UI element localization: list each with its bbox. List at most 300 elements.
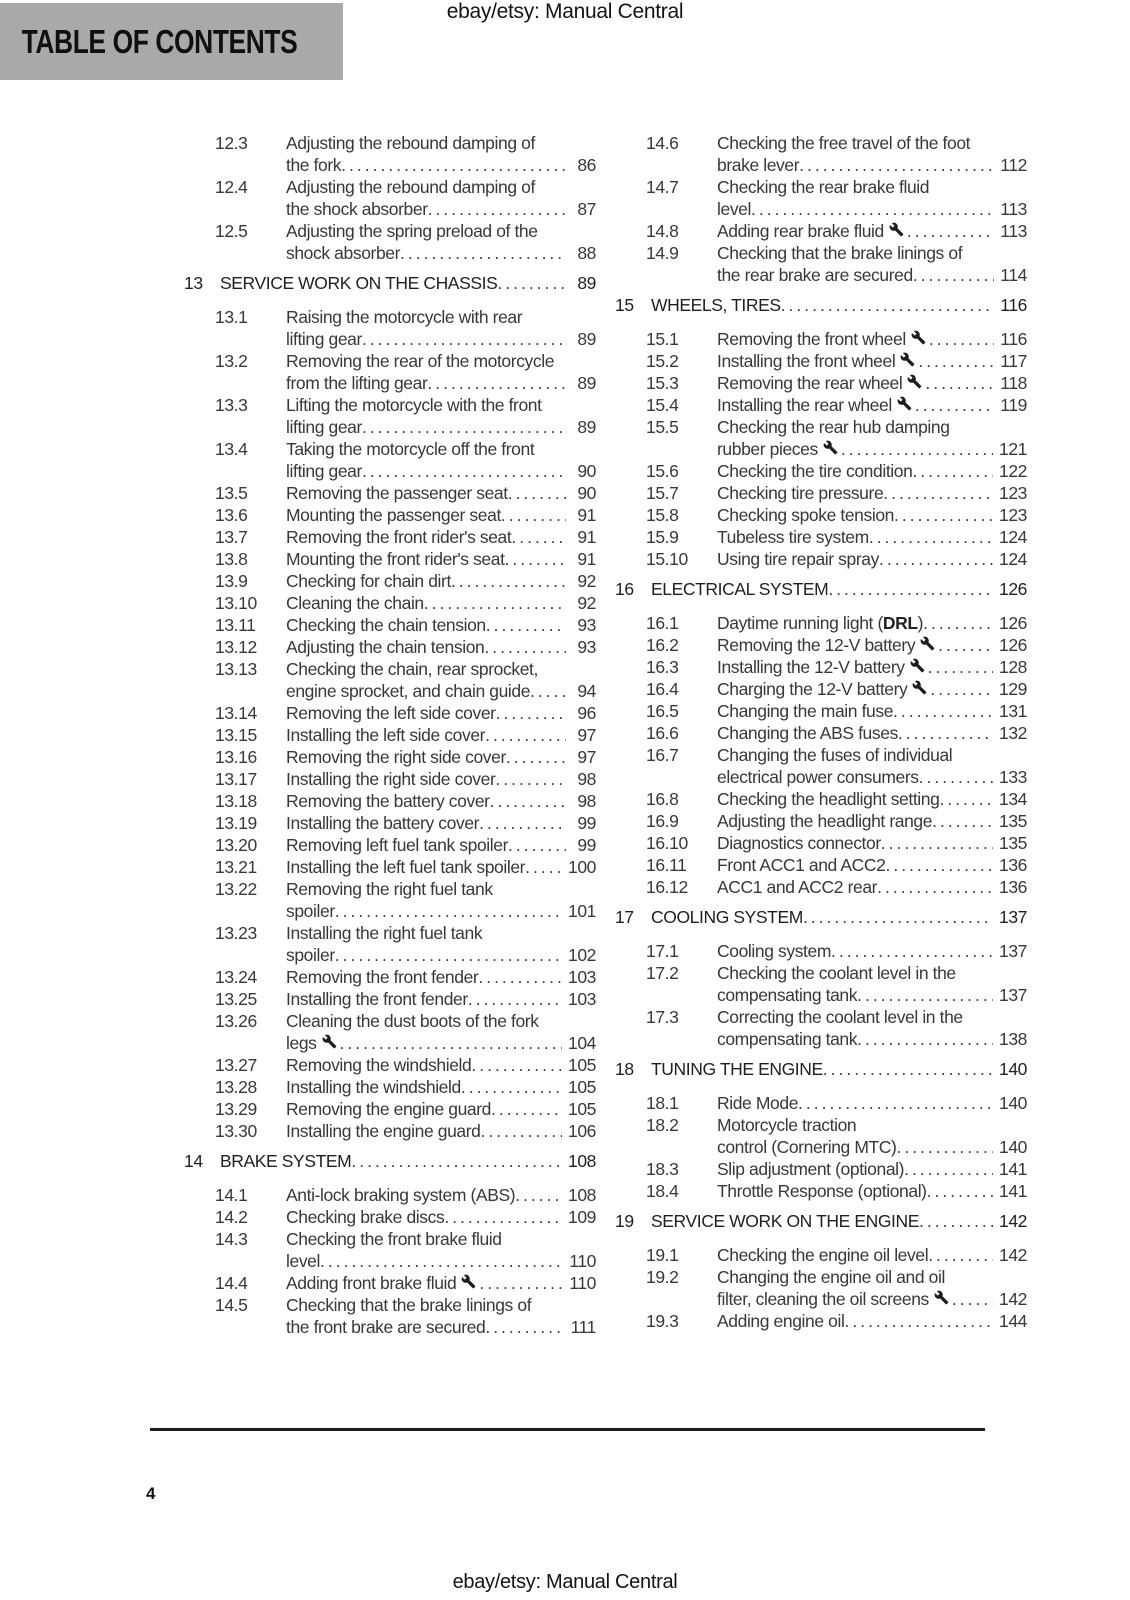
dot-leader (428, 198, 566, 220)
toc-entry-last-line (286, 900, 596, 922)
toc-entry-number: 13.19 (215, 813, 257, 833)
toc-entry-number: 15.7 (646, 483, 679, 503)
toc-entry (615, 810, 1027, 832)
toc-entry-number: 16.2 (646, 635, 679, 655)
toc-entry (615, 940, 1027, 962)
dot-leader (362, 416, 566, 438)
toc-entry (615, 656, 1027, 678)
dot-leader (478, 966, 562, 988)
dot-leader (479, 812, 566, 834)
toc-entry-number: 14.4 (215, 1273, 248, 1293)
toc-entry-last-line (717, 220, 1027, 242)
toc-entry (615, 1244, 1027, 1266)
toc-entry-number: 16.9 (646, 811, 679, 831)
dot-leader (828, 578, 993, 600)
toc-entry-last-line (717, 328, 1027, 350)
toc-entry-number: 16.12 (646, 877, 688, 897)
toc-entry (184, 306, 596, 350)
toc-entry (184, 570, 596, 592)
toc-entry (184, 834, 596, 856)
toc-entry-title-line: electrical power consumers (717, 767, 919, 787)
toc-entry (184, 592, 596, 614)
toc-entry-body (286, 482, 596, 504)
toc-entry-title-line: Throttle Response (optional) (717, 1181, 927, 1201)
toc-entry-last-line (717, 984, 1027, 1006)
toc-entry-body (286, 1098, 596, 1120)
toc-entry-title-line: Removing the passenger seat (286, 483, 508, 503)
dot-leader (952, 1288, 993, 1310)
toc-entry-title-line: Checking the free travel of the foot (717, 133, 971, 153)
dot-leader (912, 460, 993, 482)
toc-entry-title-line: Adjusting the rebound damping of (286, 177, 535, 197)
toc-entry-title-line: Checking the rear brake fluid (717, 177, 930, 197)
dot-leader (918, 350, 994, 372)
page-ref: 129 (999, 679, 1027, 699)
toc-entry-title-line: Removing the rear of the motorcycle (286, 351, 555, 371)
toc-column-right (615, 132, 1027, 1332)
toc-entry (615, 176, 1027, 220)
toc-entry (615, 962, 1027, 1006)
toc-entry (615, 1180, 1027, 1202)
toc-entry (184, 988, 596, 1010)
toc-entry-title-line: Cleaning the chain (286, 593, 424, 613)
page-ref: 117 (1000, 351, 1027, 371)
dot-leader (915, 394, 994, 416)
toc-entry-last-line (717, 634, 1027, 656)
toc-entry-body (286, 1076, 596, 1098)
page-ref: 113 (1000, 221, 1027, 241)
toc-entry-body (717, 1158, 1027, 1180)
toc-entry-last-line (717, 438, 1027, 460)
toc-entry (184, 1228, 596, 1272)
toc-entry-number: 15.4 (646, 395, 679, 415)
toc-entry-body (286, 592, 596, 614)
page-ref: 105 (568, 1077, 596, 1097)
toc-entry-title-line: Checking that the brake linings of (286, 1295, 532, 1315)
page-ref: 126 (999, 613, 1027, 633)
toc-entry-last-line (286, 702, 596, 724)
toc-entry (615, 700, 1027, 722)
dot-leader (530, 680, 566, 702)
dot-leader (485, 724, 566, 746)
toc-entry-last-line (717, 460, 1027, 482)
toc-entry-last-line (717, 526, 1027, 548)
toc-entry-title-line: compensating tank (717, 1029, 858, 1049)
toc-entry-body (286, 702, 596, 724)
page-ref: 114 (1000, 265, 1027, 285)
toc-entry-number: 13.27 (215, 1055, 257, 1075)
dot-leader (335, 944, 562, 966)
toc-entry-body (717, 548, 1027, 570)
dot-leader (341, 154, 566, 176)
page-ref: 92 (577, 571, 596, 591)
toc-entry-title-line: Changing the engine oil and oil (717, 1267, 945, 1287)
page-ref: 137 (999, 985, 1027, 1005)
toc-entry-title-line: Checking that the brake linings of (717, 243, 963, 263)
dot-leader (881, 832, 993, 854)
page-ref: 133 (999, 767, 1027, 787)
toc-entry-last-line (286, 636, 596, 658)
toc-entry (615, 744, 1027, 788)
toc-entry (615, 1114, 1027, 1158)
toc-entry-title-line: level (286, 1251, 320, 1271)
toc-section-title: SERVICE WORK ON THE ENGINE (651, 1211, 920, 1231)
dot-leader (495, 768, 566, 790)
wrench-icon (823, 438, 838, 460)
page-ref: 140 (999, 1059, 1027, 1079)
toc-entry-title-line: Adjusting the spring preload of the (286, 221, 538, 241)
toc-entry-number: 15.3 (646, 373, 679, 393)
toc-entry-title-line: Diagnostics connector (717, 833, 881, 853)
toc-entry-title-line: Checking the rear hub damping (717, 417, 950, 437)
page-ref: 105 (568, 1055, 596, 1075)
toc-entry-last-line (286, 1272, 596, 1294)
toc-entry-number: 15.6 (646, 461, 679, 481)
page-ref: 135 (999, 833, 1027, 853)
toc-entry-number: 18.4 (646, 1181, 679, 1201)
page-ref: 102 (568, 945, 596, 965)
toc-entry-title-line: Cleaning the dust boots of the fork (286, 1011, 539, 1031)
toc-entry-title-line: level (717, 199, 751, 219)
toc-entry (615, 416, 1027, 460)
toc-entry-number: 13.13 (215, 659, 257, 679)
toc-entry-title-line: Tubeless tire system (717, 527, 869, 547)
toc-entry-body (717, 788, 1027, 810)
toc-entry-title-line: Adding engine oil (717, 1311, 845, 1331)
page-ref: 126 (999, 579, 1027, 599)
dot-leader (491, 1098, 562, 1120)
toc-entry-number: 13.8 (215, 549, 248, 569)
toc-entry-title-line: the shock absorber (286, 199, 428, 219)
dot-leader (883, 482, 993, 504)
toc-entry-number: 18.3 (646, 1159, 679, 1179)
toc-entry-title-line: Removing the front fender (286, 967, 479, 987)
toc-entry-last-line (717, 700, 1027, 722)
toc-entry-title-line: lifting gear (286, 461, 362, 481)
dot-leader (335, 900, 562, 922)
page-ref: 132 (999, 723, 1027, 743)
toc-entry-last-line (717, 1180, 1027, 1202)
toc-entry (184, 548, 596, 570)
toc-entry-last-line (286, 966, 596, 988)
toc-entry (184, 176, 596, 220)
toc-entry-last-line (717, 264, 1027, 286)
page-ref: 136 (999, 855, 1027, 875)
dot-leader (844, 1310, 993, 1332)
toc-entry-number: 16.3 (646, 657, 679, 677)
dot-leader (927, 1180, 993, 1202)
toc-entry (615, 328, 1027, 350)
toc-entry-last-line (286, 1120, 596, 1142)
toc-entry-body (717, 394, 1027, 416)
page-ref: 110 (569, 1273, 596, 1293)
wrench-icon (461, 1272, 476, 1294)
table-of-contents-banner (0, 3, 343, 80)
toc-entry-title-line: Removing the battery cover (286, 791, 490, 811)
toc-entry-last-line (286, 1250, 596, 1272)
toc-entry (615, 1310, 1027, 1332)
dot-leader (320, 1250, 563, 1272)
page-ref: 118 (1000, 373, 1027, 393)
toc-entry-title-line: Adjusting the headlight range (717, 811, 933, 831)
dot-leader (505, 548, 566, 570)
toc-section-body (651, 1210, 1027, 1232)
toc-entry-number: 14.2 (215, 1207, 248, 1227)
toc-entry-last-line (286, 198, 596, 220)
toc-entry-title-line: Taking the motorcycle off the front (286, 439, 535, 459)
toc-entry-title-line: brake lever (717, 155, 800, 175)
toc-entry-number: 15.9 (646, 527, 679, 547)
toc-entry-last-line (717, 940, 1027, 962)
toc-entry-body (286, 636, 596, 658)
toc-entry-title-line: Removing left fuel tank spoiler (286, 835, 509, 855)
toc-entry-number: 12.5 (215, 221, 248, 241)
toc-entry-body (286, 306, 596, 350)
toc-entry-title-line: Changing the main fuse (717, 701, 894, 721)
toc-entry-number: 13.4 (215, 439, 248, 459)
toc-entry (615, 612, 1027, 634)
dot-leader (340, 1032, 562, 1054)
page-ref: 93 (577, 615, 596, 635)
toc-entry-title-line: Removing the right side cover (286, 747, 506, 767)
page-ref: 108 (568, 1151, 596, 1171)
toc-entry-number: 12.4 (215, 177, 248, 197)
toc-entry (615, 876, 1027, 898)
toc-entry-last-line (286, 154, 596, 176)
toc-entry (615, 854, 1027, 876)
toc-entry-body (286, 878, 596, 922)
toc-entry-number: 18.1 (646, 1093, 679, 1113)
toc-entry-body (286, 966, 596, 988)
toc-entry (184, 746, 596, 768)
dot-leader (424, 592, 566, 614)
toc-entry (615, 634, 1027, 656)
toc-entry-number: 16.11 (646, 855, 687, 875)
page-ref: 108 (568, 1185, 596, 1205)
toc-entry-number: 15.2 (646, 351, 679, 371)
page-ref: 106 (568, 1121, 596, 1141)
toc-entry-title-line: lifting gear (286, 329, 362, 349)
toc-entry-number: 15.8 (646, 505, 679, 525)
toc-entry-title-line: rubber pieces (717, 439, 818, 459)
toc-entry (184, 636, 596, 658)
toc-entry-title-line: Ride Mode (717, 1093, 799, 1113)
toc-entry-body (286, 746, 596, 768)
page-ref: 119 (1000, 395, 1027, 415)
toc-entry (184, 790, 596, 812)
page-ref: 144 (999, 1311, 1027, 1331)
toc-entry-title-line: Installing the left fuel tank spoiler (286, 857, 526, 877)
toc-entry-number: 16.4 (646, 679, 679, 699)
wrench-icon (911, 328, 926, 350)
toc-section-body (220, 272, 596, 294)
page-ref: 92 (577, 593, 596, 613)
toc-entry-title-line: Installing the battery cover (286, 813, 480, 833)
toc-entry-body (286, 1206, 596, 1228)
page-ref: 89 (577, 417, 596, 437)
toc-entry-body (286, 548, 596, 570)
toc-entry-body (717, 526, 1027, 548)
toc-entry-last-line (286, 1184, 596, 1206)
toc-entry-title-line: filter, cleaning the oil screens (717, 1289, 929, 1309)
page-ref: 142 (999, 1245, 1027, 1265)
toc-entry-last-line (717, 154, 1027, 176)
toc-entry-number: 18.2 (646, 1115, 679, 1135)
toc-entry-body (286, 526, 596, 548)
toc-entry-body (717, 176, 1027, 220)
toc-entry-title-line: Removing the front rider's seat (286, 527, 512, 547)
toc-entry-title-line: spoiler (286, 901, 335, 921)
toc-entry (184, 350, 596, 394)
toc-entry-body (717, 962, 1027, 1006)
dot-leader (904, 1158, 993, 1180)
toc-entry-title-line: Installing the 12-V battery (717, 657, 905, 677)
toc-entry-body (286, 220, 596, 264)
toc-entry-body (286, 812, 596, 834)
toc-entry-last-line (717, 350, 1027, 372)
toc-entry-number: 14.8 (646, 221, 679, 241)
toc-entry-title-line: Installing the rear wheel (717, 395, 892, 415)
toc-entry-title-line: the fork (286, 155, 342, 175)
toc-entry (615, 678, 1027, 700)
toc-entry-last-line (286, 1316, 596, 1338)
dot-leader (938, 634, 993, 656)
wrench-icon (912, 678, 927, 700)
toc-entry (615, 1006, 1027, 1050)
toc-entry-title-line: Removing the 12-V battery (717, 635, 916, 655)
page-ref: 96 (577, 703, 596, 723)
dot-leader (823, 1058, 993, 1080)
toc-entry-last-line (286, 570, 596, 592)
toc-entry-number: 16.10 (646, 833, 688, 853)
toc-section-number: 17 (615, 907, 634, 927)
toc-entry-number: 14.6 (646, 133, 679, 153)
toc-entry (184, 856, 596, 878)
toc-entry-number: 13.5 (215, 483, 248, 503)
toc-entry-body (286, 724, 596, 746)
toc-entry-title-line: Front ACC1 and ACC2 (717, 855, 886, 875)
toc-entry-number: 12.3 (215, 133, 248, 153)
page-ref: 137 (999, 941, 1027, 961)
toc-entry-title-line: Installing the front fender (286, 989, 468, 1009)
toc-entry-number: 13.20 (215, 835, 257, 855)
toc-entry-last-line (286, 614, 596, 636)
toc-entry-body (717, 460, 1027, 482)
toc-entry (184, 878, 596, 922)
toc-entry-body (717, 372, 1027, 394)
dot-leader (896, 1136, 993, 1158)
toc-entry-body (286, 438, 596, 482)
toc-entry-last-line (286, 482, 596, 504)
toc-entry-last-line (717, 810, 1027, 832)
toc-entry-title-line: Changing the ABS fuses (717, 723, 898, 743)
toc-entry-last-line (717, 1288, 1027, 1310)
toc-entry-last-line (286, 1076, 596, 1098)
toc-entry-body (717, 612, 1027, 634)
toc-entry-number: 13.1 (215, 307, 248, 327)
toc-entry (615, 788, 1027, 810)
toc-entry-number: 13.16 (215, 747, 257, 767)
dot-leader (928, 656, 993, 678)
toc-entry-body (717, 1266, 1027, 1310)
toc-entry-title-line: Adding rear brake fluid (717, 221, 884, 241)
toc-entry-number: 16.7 (646, 745, 679, 765)
toc-entry (184, 482, 596, 504)
toc-entry-body (717, 328, 1027, 350)
toc-entry-number: 15.5 (646, 417, 679, 437)
toc-entry (615, 1092, 1027, 1114)
footer-rule (150, 1428, 985, 1431)
toc-section (615, 1058, 1027, 1080)
toc-entry-title-line: Checking the engine oil level (717, 1245, 929, 1265)
toc-entry-body (286, 988, 596, 1010)
wrench-icon (889, 220, 904, 242)
dot-leader (451, 570, 566, 592)
toc-entry (184, 702, 596, 724)
dot-leader (515, 1184, 562, 1206)
toc-entry (184, 922, 596, 966)
toc-entry (615, 548, 1027, 570)
toc-entry-last-line (286, 592, 596, 614)
toc-entry-number: 17.1 (646, 941, 679, 961)
page-ref: 100 (568, 857, 596, 877)
toc-entry-last-line (286, 724, 596, 746)
dot-leader (803, 906, 993, 928)
page-ref: 113 (1000, 199, 1027, 219)
toc-entry-title-line: Installing the right fuel tank (286, 923, 483, 943)
wrench-icon (897, 394, 912, 416)
toc-entry-body (717, 854, 1027, 876)
dot-leader (932, 810, 993, 832)
dot-leader (923, 612, 993, 634)
toc-entry-title-line: Anti-lock braking system (ABS) (286, 1185, 516, 1205)
toc-entry (615, 526, 1027, 548)
toc-entry-body (717, 832, 1027, 854)
toc-entry-title-line: shock absorber (286, 243, 401, 263)
toc-entry-title-line: Daytime running light (DRL) (717, 613, 924, 633)
toc-entry (615, 350, 1027, 372)
toc-entry-last-line (286, 1054, 596, 1076)
toc-entry-last-line (286, 504, 596, 526)
toc-section-body (651, 906, 1027, 928)
toc-entry-title-line: legs (286, 1033, 317, 1053)
toc-entry (184, 504, 596, 526)
toc-entry-body (286, 922, 596, 966)
toc-entry-body (717, 1310, 1027, 1332)
toc-entry-last-line (286, 812, 596, 834)
toc-entry-body (286, 132, 596, 176)
toc-entry-body (717, 810, 1027, 832)
dot-leader (468, 988, 562, 1010)
toc-entry-title-line: Changing the fuses of individual (717, 745, 953, 765)
toc-entry (184, 724, 596, 746)
dot-leader (925, 372, 994, 394)
toc-section-number: 13 (184, 273, 203, 293)
toc-entry-number: 14.7 (646, 177, 679, 197)
toc-entry-number: 14.9 (646, 243, 679, 263)
page-ref: 97 (577, 725, 596, 745)
toc-entry-title-line: Installing the left side cover (286, 725, 486, 745)
dot-leader (877, 876, 993, 898)
page-ref: 123 (999, 505, 1027, 525)
toc-entry-number: 14.5 (215, 1295, 248, 1315)
dot-leader (351, 1150, 562, 1172)
toc-section (615, 578, 1027, 600)
toc-entry-number: 13.9 (215, 571, 248, 591)
toc-entry (184, 1206, 596, 1228)
toc-entry (615, 1158, 1027, 1180)
toc-entry-number: 13.17 (215, 769, 257, 789)
